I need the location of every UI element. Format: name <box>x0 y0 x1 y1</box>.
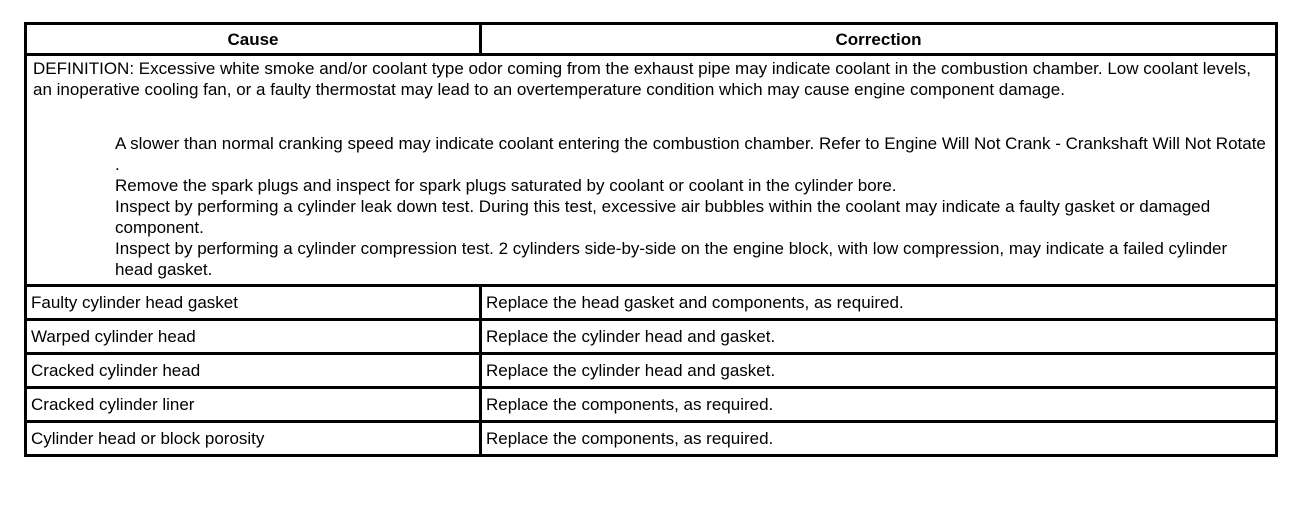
cause-cell: Cracked cylinder head <box>27 355 482 389</box>
diagnostic-step: Remove the spark plugs and inspect for spark plugs saturated by coolant or coolant in the cylinder bore. <box>115 176 897 195</box>
correction-cell: Replace the head gasket and components, as required. <box>482 287 1278 321</box>
diagnostic-steps <box>115 133 1269 280</box>
table-row <box>27 389 1278 423</box>
correction-cell: Replace the components, as required. <box>482 389 1278 423</box>
diagnostic-step: Inspect by performing a cylinder compression test. 2 cylinders side-by-side on the engine block, with low compression, may indicate a failed cylinder head gasket. <box>115 239 1228 279</box>
table-row <box>27 423 1278 457</box>
header-row <box>27 25 1278 56</box>
correction-cell: Replace the components, as required. <box>482 423 1278 457</box>
definition-row <box>27 56 1278 287</box>
cause-cell: Warped cylinder head <box>27 321 482 355</box>
table-row <box>27 355 1278 389</box>
cause-cell: Cracked cylinder liner <box>27 389 482 423</box>
definition-cell <box>27 56 1278 287</box>
correction-cell: Replace the cylinder head and gasket. <box>482 355 1278 389</box>
cause-cell: Cylinder head or block porosity <box>27 423 482 457</box>
correction-header: Correction <box>482 25 1278 56</box>
diagnostic-step: A slower than normal cranking speed may indicate coolant entering the combustion chamber. Refer to Engine Will Not Crank - Crankshaft Will Not Rotate . <box>115 134 1266 174</box>
cause-cell: Faulty cylinder head gasket <box>27 287 482 321</box>
table-row <box>27 321 1278 355</box>
table-row <box>27 287 1278 321</box>
cause-header: Cause <box>27 25 482 56</box>
definition-text: DEFINITION: Excessive white smoke and/or coolant type odor coming from the exhaust pipe may indicate coolant in the combustion chamber. Low coolant levels, an inoperative cooling fan, or a faulty thermostat may lead to an overtemperature condition which may cause engine component damage. <box>33 59 1251 99</box>
diagnostic-table <box>24 22 1278 457</box>
diagnostic-step: Inspect by performing a cylinder leak down test. During this test, excessive air bubbles within the coolant may indicate a faulty gasket or damaged component. <box>115 197 1211 237</box>
correction-cell: Replace the cylinder head and gasket. <box>482 321 1278 355</box>
